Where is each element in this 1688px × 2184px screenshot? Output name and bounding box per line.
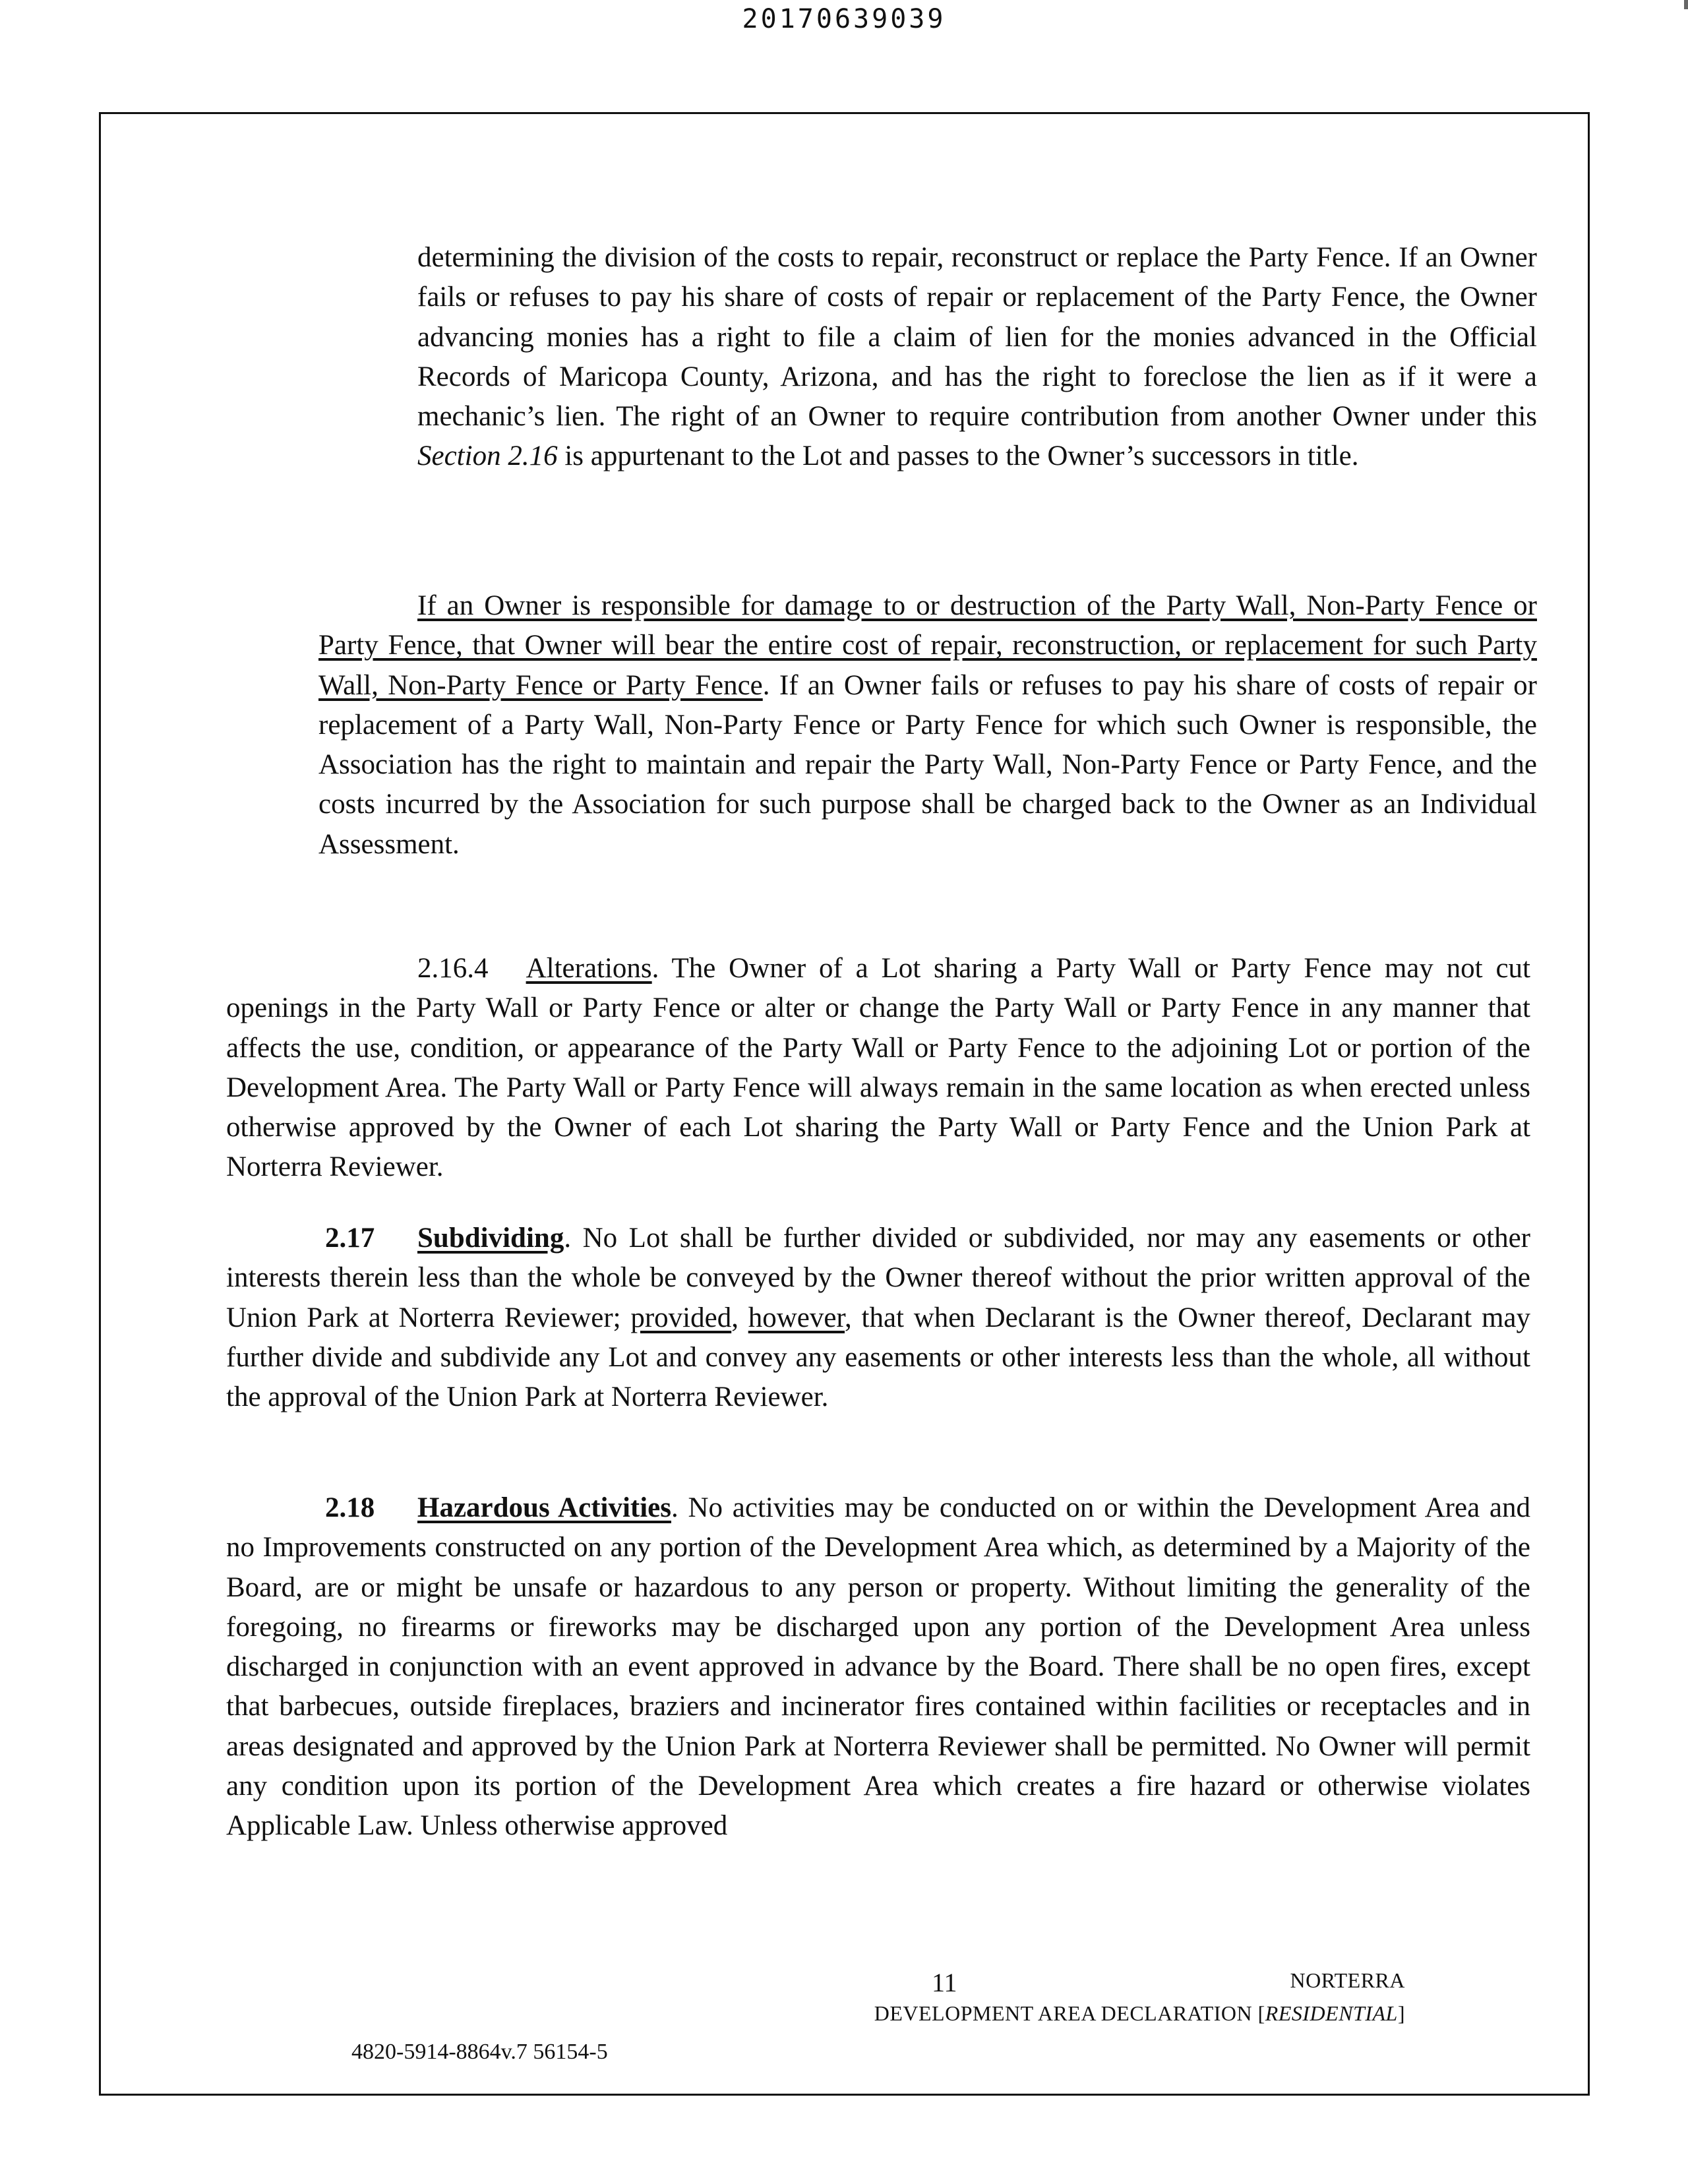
footer-document-title — [874, 2001, 1405, 2026]
section-number: 2.17 — [325, 1223, 375, 1254]
section-title: Hazardous Activities — [417, 1492, 671, 1523]
page-frame — [99, 112, 1590, 2096]
footer-document-id: 4820-5914-8864v.7 56154-5 — [351, 2040, 608, 2064]
section-number: 2.16.4 — [417, 953, 489, 984]
footer-project-name: NORTERRA — [1290, 1968, 1405, 1992]
continuation-tail: is appurtenant to the Lot and passes to the Owner’s successors in title. — [564, 440, 1359, 472]
recording-number: 20170639039 — [742, 4, 946, 34]
section-text: . No activities may be conducted on or within the Development Area and no Improvements constructed on any portion of the Development Area which, as determined by a Majority of the Board, are or might be unsafe or hazardous to any person or property. Without limiting the generality of the foregoing, no firearms or fireworks may be discharged upon any portion of the Development Area unless discharged in conjunction with an event approved in advance by the Board. There shall be no open fires, except that barbecues, outside fireplaces, braziers and incinerator fires contained within facilities or receptacles and in areas designated and approved by the Union Park at Norterra Reviewer shall be permitted. No Owner will permit any condition upon its portion of the Development Area which creates a fire hazard or otherwise violates Applicable Law. Unless otherwise approved — [226, 1492, 1530, 1842]
section-text: . The Owner of a Lot sharing a Party Wall or Party Fence may not cut openings in the Party Wall or Party Fence or alter or change the Party Wall or Party Fence in any manner that affects the use, condition, or appearance of the Party Wall or Party Fence to the adjoining Lot or portion of the Development Area. The Party Wall or Party Fence will always remain in the same location as when erected unless otherwise approved by the Owner of each Lot sharing the Party Wall or Party Fence and the Union Park at Norterra Reviewer. — [226, 953, 1530, 1183]
footer-title-bracket: ] — [1397, 2001, 1405, 2025]
continuation-paragraph — [417, 238, 1537, 477]
section-2-16-4 — [226, 949, 1530, 1188]
damage-paragraph — [318, 586, 1537, 864]
section-title: Subdividing — [417, 1223, 564, 1254]
provided-term: provided — [630, 1302, 732, 1333]
section-2-17 — [226, 1219, 1530, 1417]
footer-title-italic: RESIDENTIAL — [1265, 2001, 1398, 2025]
page-number: 11 — [932, 1968, 957, 1997]
section-2-18 — [226, 1488, 1530, 1846]
section-number: 2.18 — [325, 1492, 375, 1523]
however-term: however — [748, 1302, 845, 1333]
added-underlined-text: If an Owner is responsible for damage to or destruction of the Party Wall, Non-Party Fence or Party Fence, that Owner will bear the entire cost of repair, reconstruction, or replacement for such Party Wall, Non-Party Fence or Party Fence — [318, 590, 1537, 701]
section-reference: Section 2.16 — [417, 440, 558, 472]
footer-title-text: DEVELOPMENT AREA DECLARATION [ — [874, 2001, 1265, 2025]
comma: , — [731, 1302, 738, 1333]
section-title: Alterations — [526, 953, 652, 984]
continuation-text: determining the division of the costs to repair, reconstruct or replace the Party Fence. If an Owner fails or refuses to pay his share of costs of repair or replacement of the Party Fence, the Owner advancing monies has a right to file a claim of lien for the monies advanced in the Official Records of Maricopa County, Arizona, and has the right to foreclose the lien as if it were a mechanic’s lien. The right of an Owner to require contribution from another Owner under this — [417, 242, 1537, 433]
damage-paragraph-text: . If an Owner fails or refuses to pay his share of costs of repair or replacement of a Party Wall, Non-Party Fence or Party Fence for which such Owner is responsible, the Association has the right to maintain and repair the Party Wall, Non-Party Fence or Party Fence, and the costs incurred by the Association for such purpose shall be charged back to the Owner as an Individual Assessment. — [318, 669, 1538, 860]
scan-edge-mark — [1684, 0, 1688, 9]
section-text: . No Lot shall be further divided or subdivided, nor may any easements or other interests therein less than the whole be conveyed by the Owner thereof without the prior written approval of the Union Park at Norterra Reviewer; — [226, 1223, 1530, 1333]
section-text-continued: , that when Declarant is the Owner thereof, Declarant may further divide and subdivide any Lot and convey any easements or other interests less than the whole, all without the approval of the Union Park at Norterra Reviewer. — [226, 1302, 1530, 1413]
